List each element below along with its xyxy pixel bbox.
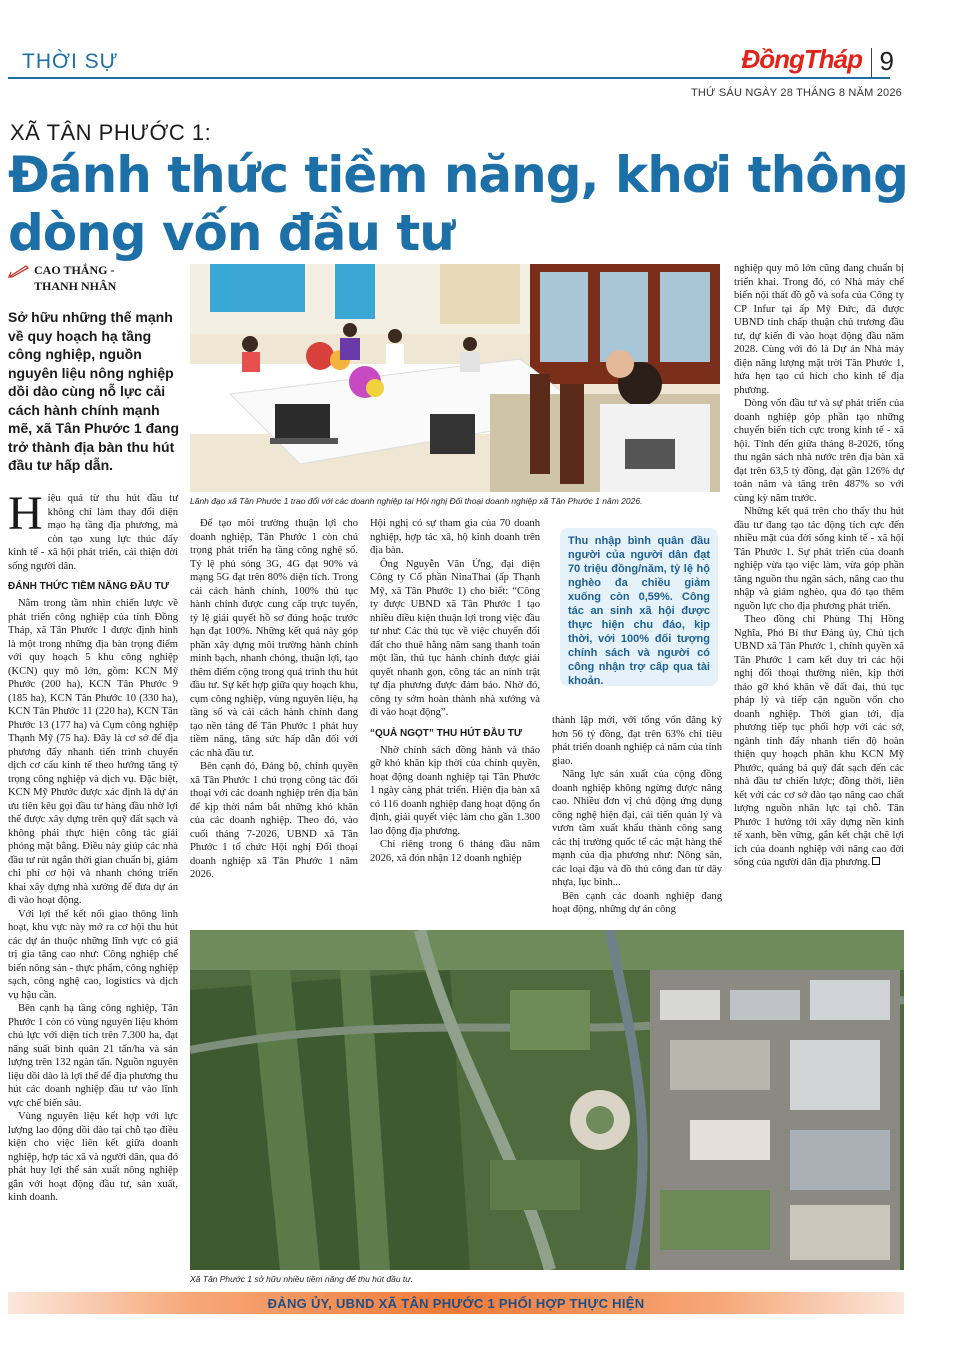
header-rule <box>8 77 890 79</box>
byline-line-1: CAO THẮNG - <box>34 263 115 277</box>
subheading-2: “QUẢ NGỌT” THU HÚT ĐẦU TƯ <box>370 727 523 739</box>
article-headline: Đánh thức tiềm năng, khơi thông dòng vốn đầu tư <box>8 146 908 262</box>
column-1 <box>8 487 178 1205</box>
column-2 <box>190 517 358 882</box>
paragraph: Để tạo môi trường thuận lợi cho doanh nghiệp, Tân Phước 1 còn chú trọng phát triển hạ tầng công nghệ số. Tỷ lệ phủ sóng 3G, 4G đạt 90% và mạng 5G đạt trên 80% diện tích. Trong cải cách hành chính, 100% thủ tục hành chính được cung cấp trực tuyến, tỷ lệ giải quyết hồ sơ đúng hoặc trước hạn đạt 100%. Những kết quả này góp phần xây dựng môi trường hành chính minh bạch, nhanh chóng, thuận lợi, tạo thêm điểm cộng trong quá trình thu hút đầu tư. Sự kết hợp giữa quy hoạch khu, cụm công nghiệp, vùng nguyên liệu, hạ tầng số và cải cách hành chính đang tạo nền tảng để Tân Phước 1 phát huy tiềm năng, tăng sức hấp dẫn đối với các nhà đầu tư. <box>190 518 358 759</box>
paragraph: Bên cạnh hạ tầng công nghiệp, Tân Phước 1 còn có vùng nguyên liệu khóm chủ lực với diện tích trên 7.300 ha, đạt năng suất bình quân 21 tấn/ha và sản lượng trên 132 ngàn tấn. Nguồn nguyên liệu dồi dào là lợi thế để địa phương thu hút các doanh nghiệp đầu tư vào lĩnh vực chế biến sâu. <box>8 1003 178 1109</box>
paragraph: nghiệp quy mô lớn cũng đang chuẩn bị triển khai. Trong đó, có Nhà máy chế biến nội thất đồ gỗ và sofa của Công ty CP Infur tại ấp Mỹ Đức, đã được UBND tỉnh chấp thuận chủ trương đầu tư, dự kiến đi vào hoạt động đầu năm 2028. Cùng với đó là Dự án Nhà máy điện năng lượng mặt trời Tân Phước 1, hứa hẹn tạo cú hích cho kinh tế địa phương. <box>734 263 904 396</box>
section-name: THỜI SỰ <box>22 50 119 73</box>
paragraph: Những kết quả trên cho thấy thu hút đầu tư đang tạo tác động tích cực đến nhiều mặt của đời sống kinh tế - xã hội Tân Phước 1. Sự phát triển của doanh nghiệp vừa tạo việc làm, vừa góp phần tăng nguồn thu ngân sách, nâng cao thu nhập và giảm nghèo, qua đó tạo thêm nguồn lực cho địa phương phát triển. <box>734 506 904 612</box>
paragraph: thành lập mới, với tổng vốn đăng ký hơn 56 tỷ đồng, đạt trên 63% chỉ tiêu phát triển doanh nghiệp cả năm của tỉnh giao. <box>552 715 722 767</box>
paragraph: Chỉ riêng trong 6 tháng đầu năm 2026, xã đón nhận 12 doanh nghiệp <box>370 839 540 864</box>
aerial-photo-image <box>190 930 904 1270</box>
conference-photo-image <box>190 264 720 492</box>
paragraph: Ông Nguyễn Văn Ửng, đại diện Công ty Cổ phần NinaThai (ấp Thạnh Mỹ, xã Tân Phước 1) cho biết: “Công ty được UBND xã Tân Phước 1 tạo nhiều điều kiện thuận lợi trong việc đầu tư như: Các thủ tục về việc chuyển đổi đất cho thuê hằng năm sang thanh toán một lần, thủ tục hành chính được giải quyết nhanh gọn, công tác an ninh trật tự địa phương được đảm bảo. Nhờ đó, công ty sớm hoàn thành nhà xưởng và đi vào hoạt động”. <box>370 558 540 718</box>
header-divider <box>871 48 872 78</box>
intro-text: iệu quả từ thu hút đầu tư không chỉ làm thay đổi diện mạo hạ tầng địa phương, mà còn tạo xung lực thúc đẩy kinh tế - xã hội phát triển, cải thiện đời sống người dân. <box>8 493 178 572</box>
paragraph: Dòng vốn đầu tư và sự phát triển của doanh nghiệp góp phần tạo những chuyển biến tích cực trong kinh tế - xã hội. Tính đến giữa tháng 8-2026, tổng thu ngân sách nhà nước trên địa bàn xã đạt trên 63,5 tỷ đồng, đạt gần 126% dự toán năm và tăng trên 487% so với cùng kỳ năm trước. <box>734 398 904 504</box>
column-5 <box>734 262 904 870</box>
highlight-box: Thu nhập bình quân đầu người của người dân đạt 70 triệu đồng/năm, tỷ lệ hộ nghèo đa chiều giảm xuống còn 0,59%. Công tác an sinh xã hội được thực hiện chu đáo, kịp thời, với 100% đối tượng chính sách và người có công nhận trợ cấp qua tài khoản. <box>560 528 718 686</box>
newspaper-logo: ĐồngTháp <box>741 44 862 74</box>
pen-icon <box>8 264 30 278</box>
intro-paragraph <box>8 487 178 573</box>
paragraph: Nhờ chính sách đồng hành và tháo gỡ khó khăn kịp thời của chính quyền, hoạt động doanh nghiệp tại Tân Phước 1 ngày càng phát triển. Hiện địa bàn xã có 116 doanh nghiệp đang hoạt động ổn định, giải quyết việc làm cho gần 1.300 lao động địa phương. <box>370 744 540 837</box>
article-lead: Sở hữu những thế mạnh về quy hoạch hạ tầng công nghiệp, nguồn nguyên liệu nông nghiệp dồi dào cùng nỗ lực cải cách hành chính mạnh mẽ, xã Tân Phước 1 đang trở thành địa bàn thu hút đầu tư hấp dẫn. <box>8 309 180 473</box>
page-number: 9 <box>879 46 894 76</box>
conference-photo <box>190 264 720 492</box>
byline-line-2: THANH NHÂN <box>34 279 117 293</box>
sponsor-banner-text: ĐẢNG ỦY, UBND XÃ TÂN PHƯỚC 1 PHỐI HỢP THỰC HIỆN <box>267 1295 645 1311</box>
byline <box>8 262 188 294</box>
end-of-article-icon <box>872 857 880 865</box>
column-4 <box>552 714 722 917</box>
paragraph-text: Theo đồng chí Phùng Thị Hồng Nghĩa, Phó Bí thư Đảng ủy, Chủ tịch UBND xã Tân Phước 1, chính quyền xã Tân Phước 1 cam kết duy trì các hội nghị đối thoại thường niên, kịp thời tháo gỡ khó khăn về đất đai, thủ tục pháp lý và tiếp cận nguồn vốn cho doanh nghiệp. Thời gian tới, địa phương tiếp tục phối hợp với các sở, ngành tỉnh đẩy nhanh tiến độ hoàn thiện quy hoạch phân khu KCN Mỹ Phước, quảng bá quỹ đất sạch đến các nhà đầu tư chiến lược; đồng thời, liên kết với các cơ sở đào tạo nâng cao chất lượng nguồn nhân lực tại chỗ. Tân Phước 1 hướng tới xây dựng nền kinh tế xanh, bền vững, gắn kết chặt chẽ lợi ích của doanh nghiệp với nâng cao đời sống của người dân địa phương. <box>734 614 904 868</box>
paragraph: Nằm trong tầm nhìn chiến lược về phát triển công nghiệp của tỉnh Đồng Tháp, xã Tân Phước 1 được định hình là một trong những địa bàn trọng điểm với quy hoạch 5 khu công nghiệp (KCN) quy mô lớn, gồm: KCN Mỹ Phước (200 ha), KCN Tân Phước 9 (185 ha), KCN Tân Phước 10 (330 ha), KCN Tân Phước 11 (220 ha), KCN Tân Phước 13 (177 ha) và Cụm công nghiệp Thạnh Mỹ (75 ha). Đây là cơ sở để địa phương đẩy nhanh tiến trình chuyển dịch cơ cấu kinh tế theo hướng tăng tỷ trọng công nghiệp và dịch vụ. Đặc biệt, KCN Mỹ Phước được xác định là dự án ưu tiên kêu gọi đầu tư hàng đầu nhờ lợi thế được xây dựng trên quỹ đất sạch và không phải thực hiện công tác giải phóng mặt bằng. Điều này giúp các nhà đầu tư rút ngắn thời gian chuẩn bị, giảm chi phí cơ hội và nhanh chóng triển khai xây dựng nhà xưởng để đưa dự án đi vào hoạt động. <box>8 598 178 906</box>
drop-cap: H <box>8 487 43 540</box>
issue-date: THỨ SÁU NGÀY 28 THÁNG 8 NĂM 2026 <box>690 87 902 99</box>
aerial-photo <box>190 930 904 1270</box>
paragraph <box>734 613 904 870</box>
photo-1-caption: Lãnh đạo xã Tân Phước 1 trao đổi với các doanh nghiệp tại Hội nghị Đối thoại doanh nghiệp xã Tân Phước 1 năm 2026. <box>190 496 643 506</box>
paragraph: Bên cạnh các doanh nghiệp đang hoạt động, những dự án công <box>552 890 722 915</box>
article-kicker: XÃ TÂN PHƯỚC 1: <box>10 120 212 145</box>
paragraph: Năng lực sản xuất của cộng đồng doanh nghiệp không ngừng được nâng cao. Nhiều đơn vị chủ động ứng dụng công nghệ hiện đại, cải tiến quản lý và vươn tầm xuất khẩu thành công sang các thị trường quốc tế các mặt hàng thế mạnh của địa phương như: Nông sản, các loại đậu và đồ thủ công đan từ dây nhựa, lục bình... <box>552 769 722 888</box>
paragraph: Hội nghị có sự tham gia của 70 doanh nghiệp, hợp tác xã, hộ kinh doanh trên địa bàn. <box>370 518 540 556</box>
paragraph: Bên cạnh đó, Đảng bộ, chính quyền xã Tân Phước 1 chú trọng công tác đối thoại với các doanh nghiệp trên địa bàn để kịp thời nắm bắt những khó khăn của các doanh nghiệp. Theo đó, vào cuối tháng 7-2026, UBND xã Tân Phước 1 tổ chức Hội nghị Đối thoại doanh nghiệp xã Tân Phước 1 năm 2026. <box>190 761 358 880</box>
photo-2-caption: Xã Tân Phước 1 sở hữu nhiều tiềm năng để thu hút đầu tư. <box>190 1274 414 1284</box>
subheading-1: ĐÁNH THỨC TIỀM NĂNG ĐẦU TƯ <box>8 581 170 592</box>
column-3 <box>370 517 540 865</box>
paragraph: Với lợi thế kết nối giao thông linh hoạt, khu vực này mở ra cơ hội thu hút các dự án thuộc những lĩnh vực có giá trị gia tăng cao như: Công nghiệp chế biến nông sản - thực phẩm, công nghiệp sạch, công nghệ cao, logistics và dịch vụ hậu cần. <box>8 908 178 1001</box>
sponsor-banner <box>8 1292 904 1314</box>
byline-authors <box>34 262 116 294</box>
paragraph: Vùng nguyên liệu kết hợp với lực lượng lao động dồi dào tại chỗ tạo điều kiện cho việc liên kết giữa doanh nghiệp, hợp tác xã và người dân, qua đó phát huy lợi thế sản xuất nông nghiệp gắn với hoạt động đầu tư, sản xuất, kinh doanh. <box>8 1111 178 1203</box>
